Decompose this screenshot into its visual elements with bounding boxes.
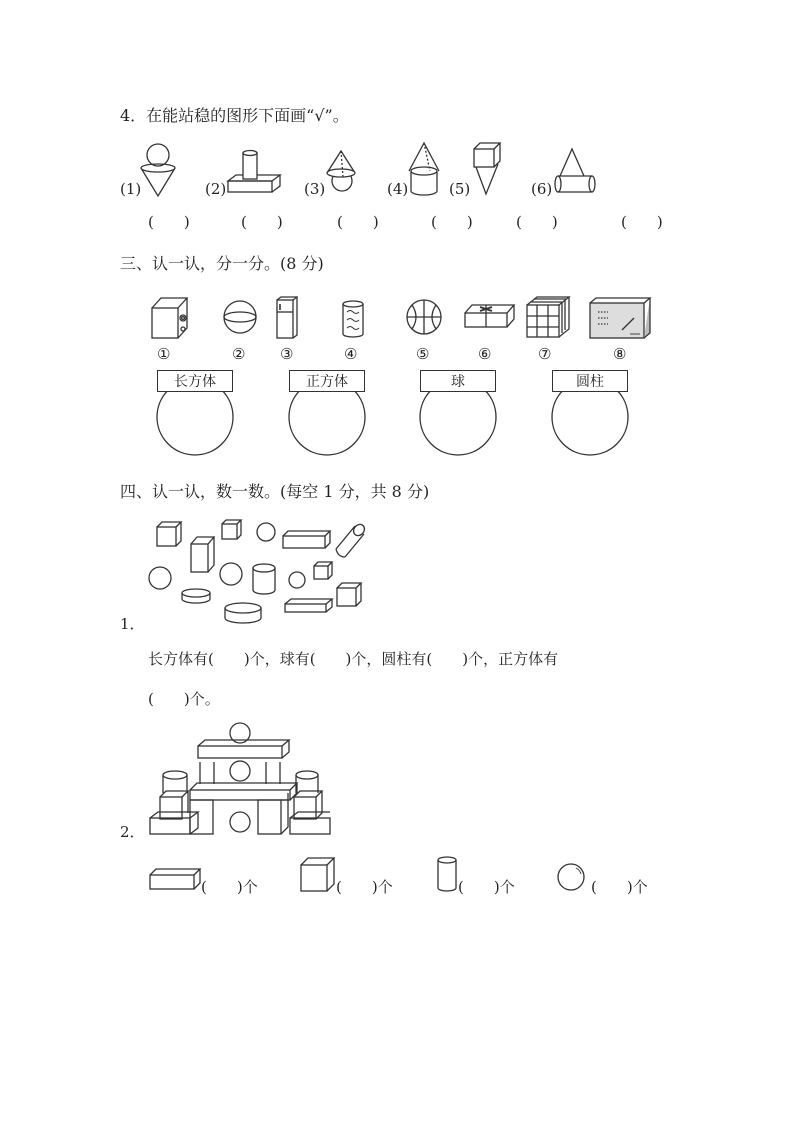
object-number-4: ④: [344, 345, 358, 363]
q4-label-6: (6): [531, 180, 553, 198]
refrigerator-icon: [277, 297, 297, 338]
q4-answer-6[interactable]: ( ): [621, 213, 663, 231]
cone-on-ball-icon: [327, 151, 355, 191]
category-label-cuboid: 长方体: [157, 370, 233, 392]
category-label-cylinder: 圆柱: [552, 370, 628, 392]
cylinder-tilted: [336, 522, 367, 557]
cylinder-flat-1: [182, 589, 210, 603]
sphere-3: [220, 563, 242, 585]
q4-answer-4[interactable]: ( ): [431, 213, 473, 231]
cylinder-count-blank[interactable]: ( )个: [458, 878, 515, 896]
cylinder-on-cuboid-icon: [228, 151, 280, 193]
block-building-picture: [150, 723, 330, 834]
object-number-5: ⑤: [416, 345, 430, 363]
ball-on-cone-icon: [141, 144, 175, 196]
sphere-1: [257, 523, 275, 541]
object-number-7: ⑦: [538, 345, 552, 363]
section-4-title: 四、认一认，数一数。(每空 1 分，共 8 分): [120, 482, 430, 501]
part-2-number: 2．: [120, 823, 145, 841]
q4-title: 4．在能站稳的图形下面画“√”。: [120, 106, 349, 125]
cuboid-count-icon: [150, 869, 200, 889]
cube-count-icon: [301, 858, 334, 891]
cylinder-flat-2: [225, 603, 261, 623]
category-label-sphere: 球: [420, 370, 496, 392]
object-number-3: ③: [280, 345, 294, 363]
sphere-4: [289, 572, 305, 588]
q4-answer-1[interactable]: ( ): [148, 213, 190, 231]
cube-1: [157, 522, 181, 546]
section-3-title: 三、认一认，分一分。(8 分): [120, 254, 324, 273]
q4-answer-5[interactable]: ( ): [516, 213, 558, 231]
object-number-6: ⑥: [478, 345, 492, 363]
sphere-2: [149, 567, 171, 589]
cube-on-cone-icon: [474, 143, 500, 194]
cuboid-flat: [285, 599, 332, 612]
cuboid-long-1: [283, 531, 330, 548]
q4-label-2: (2): [205, 180, 227, 198]
cube-3: [314, 562, 332, 579]
cube-4: [337, 583, 361, 606]
category-label-cube: 正方体: [289, 370, 365, 392]
q4-label-3: (3): [304, 180, 326, 198]
patterned-can-icon: [343, 301, 363, 337]
cuboid-tall: [191, 537, 214, 572]
cube-count-blank[interactable]: ( )个: [336, 878, 393, 896]
sphere-count-icon: [558, 864, 584, 890]
cylinder-1: [253, 564, 275, 594]
basketball-icon: [407, 300, 441, 334]
cuboid-count-blank[interactable]: ( )个: [201, 878, 258, 896]
box-package-icon: [590, 298, 650, 338]
q4-answer-3[interactable]: ( ): [337, 213, 379, 231]
cube-2: [222, 520, 241, 539]
part-1-number: 1．: [120, 615, 145, 633]
cone-on-cylinder-icon: [409, 143, 439, 195]
cone-on-lying-cylinder-icon: [555, 149, 595, 192]
hemisphere-sphere-icon: [224, 301, 256, 333]
object-number-2: ②: [232, 345, 246, 363]
object-number-1: ①: [157, 345, 171, 363]
q4-label-4: (4): [387, 180, 409, 198]
q4-label-1: (1): [120, 180, 142, 198]
part-1-question-line-1: 长方体有( )个，球有( )个，圆柱有( )个，正方体有: [148, 650, 559, 668]
rubiks-cube-icon: [527, 297, 569, 337]
mixed-solids-picture: [149, 520, 367, 623]
q4-answer-2[interactable]: ( ): [241, 213, 283, 231]
gift-box-icon: [465, 305, 514, 327]
sphere-count-blank[interactable]: ( )个: [591, 878, 648, 896]
cube-box-icon: [152, 298, 187, 338]
object-number-8: ⑧: [613, 345, 627, 363]
q4-label-5: (5): [449, 180, 471, 198]
part-1-question-line-2: ( )个。: [148, 690, 220, 708]
cylinder-count-icon: [438, 857, 456, 891]
